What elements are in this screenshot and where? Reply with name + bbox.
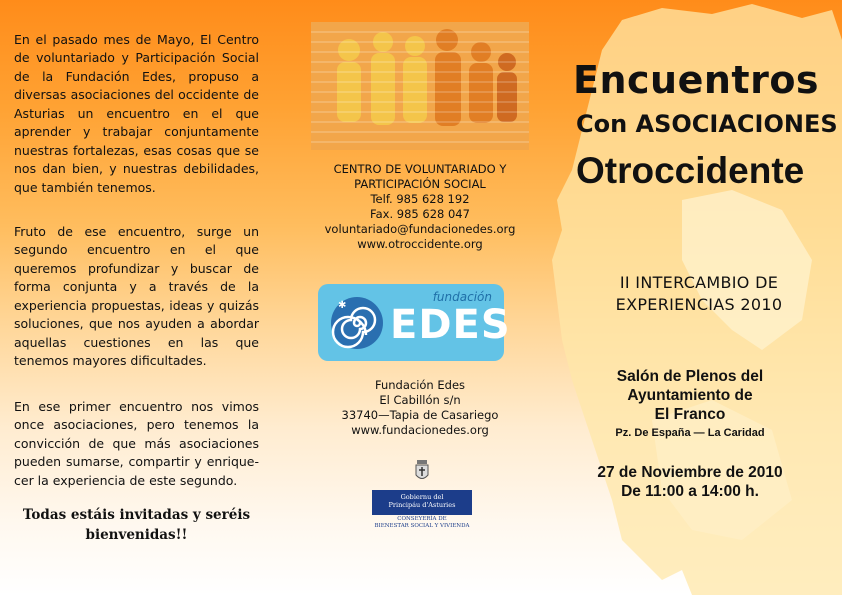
venue-line-2: Ayuntamiento de [627,387,753,404]
edes-logo [318,284,511,361]
event-time: De 11:00 a 14:00 h. [621,483,759,500]
event-date: 27 de Noviembre de 2010 [597,464,783,481]
centro-line-1: CENTRO DE VOLUNTARIADO Y [333,162,507,176]
venue-line-1: Salón de Plenos del [616,368,764,385]
intercambio-line-1: II INTERCAMBIO DE [619,273,779,292]
otroccidente-link[interactable]: www.otroccidente.org [357,237,483,251]
venue [578,367,802,424]
fundacionedes-link[interactable]: www.fundacionedes.org [351,423,489,437]
event-date-time [578,463,802,501]
edes-fundacion-label: fundación [432,290,492,304]
svg-text:✱: ✱ [338,300,347,311]
centro-line-2: PARTICIPACIÓN SOCIAL [354,177,486,191]
spiral-icon [330,296,384,350]
street: El Cabillón s/n [379,393,461,407]
gobiernu-logo [372,490,472,515]
fax: Fax. 985 628 047 [370,207,470,221]
invitation-line-2: bienvenidas!! [85,527,188,543]
centro-contact [300,162,540,252]
gobiernu-line-1: Gobiernu del [400,493,444,501]
intercambio-line-2: EXPERIENCIAS 2010 [615,295,783,314]
conseyeria-label [372,516,472,530]
venue-line-3: El Franco [654,406,726,423]
intercambio-heading [574,272,824,316]
fundacion-address [300,378,540,438]
second-paragraph: Fruto de ese encuentro, surge un segundo encuentro en el que queremos profundizar y buscar de forma conjunta y a través de la experiencia propuestas, ideas y quizás soluciones, que nos ayuden a abordar aquellas cuestiones en las que tenemos mayores dificultades. [14,223,259,368]
people-logo [311,22,529,150]
email-link[interactable]: voluntariado@fundacionedes.org [324,222,516,236]
gobiernu-line-2: Principáu d'Asturies [388,501,456,509]
venue-address: Pz. De España — La Caridad [615,427,765,439]
conseyeria-line-1: CONSEYERÍA DE [397,516,447,522]
third-paragraph: En ese primer encuentro nos vimos once asociaciones, pero tenemos la convicción de que más asociaciones pueden sumarse, compartir y enrique-cer la experiencia de este segundo. [14,398,259,488]
title-asociaciones: Con ASOCIACIONES [576,110,838,138]
telephone: Telf. 985 628 192 [370,192,470,206]
city: 33740—Tapia de Casariego [341,408,499,422]
edes-name: EDES [390,302,511,348]
invitation [14,505,259,545]
conseyeria-line-2: BIENESTAR SOCIAL Y VIVIENDA [374,523,470,529]
fundacion-name: Fundación Edes [374,378,466,392]
title-encuentros: Encuentros [573,58,820,102]
invitation-line-1: Todas estáis invitadas y seréis [22,507,251,523]
title-otroccidente: Otroccidente [576,150,805,191]
intro-paragraph: En el pasado mes de Mayo, El Centro de voluntariado y Participación Social de la Fundación Edes, propuso a diversas asociaciones del occidente de Asturias un encuentro en el que aprender y trabajar conjuntamente nuestras fortalezas, esas cosas que se nos dan bien, y nuestras debilidades, que también tenemos. [14,31,259,195]
asturias-crest-icon [414,460,430,482]
